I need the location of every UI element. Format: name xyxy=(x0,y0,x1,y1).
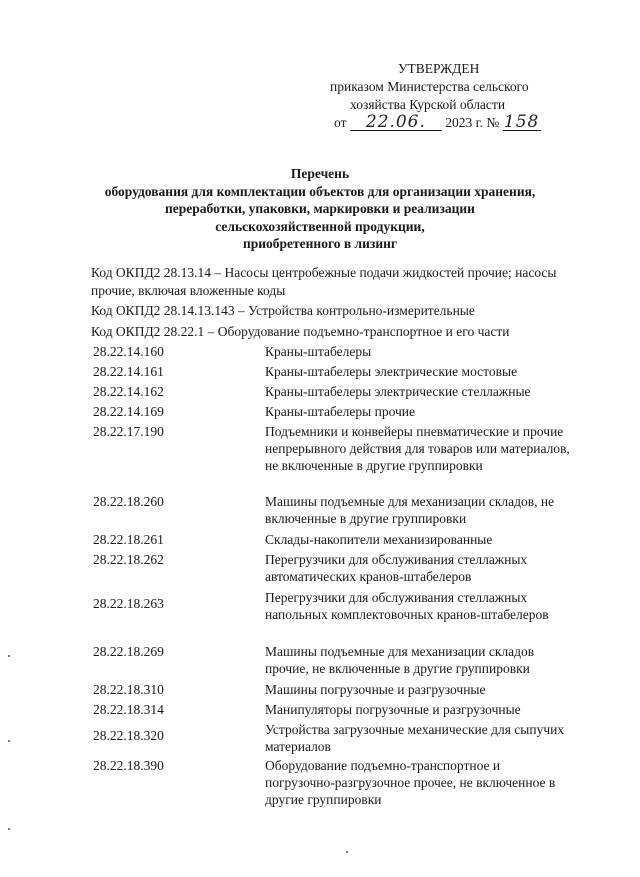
item-code: 28.22.18.263 xyxy=(93,596,164,611)
scan-speck xyxy=(8,655,10,657)
scan-speck xyxy=(346,851,348,853)
heading-line-5: приобретенного в лизинг xyxy=(242,236,398,251)
item-name: Устройства загрузочные механические для сыпучих материалов xyxy=(265,722,565,754)
item-code: 28.22.18.320 xyxy=(93,728,164,743)
item-name: Склады-накопители механизированные xyxy=(265,532,493,547)
item-name: Манипуляторы погрузочные и разгрузочные xyxy=(265,702,521,717)
item-code: 28.22.18.260 xyxy=(93,494,164,509)
year-and-number-label: 2023 г. № xyxy=(445,115,500,130)
item-code: 28.22.17.190 xyxy=(93,424,164,439)
item-code: 28.22.18.390 xyxy=(93,758,164,773)
item-code: 28.22.18.269 xyxy=(93,644,164,659)
approval-title: УТВЕРЖДЕН xyxy=(398,61,480,76)
okpd-code-pumps: Код ОКПД2 28.13.14 – Насосы центробежные подачи жидкостей прочие; насосы прочие, включая вложенные коды xyxy=(91,265,557,298)
item-name: Оборудование подъемно-транспортное и погрузочно-разгрузочное прочее, не включенное в другие группировки xyxy=(265,758,556,807)
item-name: Перегрузчики для обслуживания стеллажных автоматических кранов-штабелеров xyxy=(265,552,528,584)
handwritten-number xyxy=(503,112,541,132)
okpd-code-list xyxy=(91,264,591,343)
item-name: Краны-штабелеры прочие xyxy=(265,404,415,419)
item-code: 28.22.14.169 xyxy=(93,404,164,419)
item-name: Подъемники и конвейеры пневматические и прочие непрерывного действия для товаров или материалов, не включенные в другие группировки xyxy=(265,424,570,473)
item-name: Машины подъемные для механизации складов прочие, не включенные в другие группировки xyxy=(265,644,535,676)
handwritten-date xyxy=(350,112,442,132)
document-heading xyxy=(60,165,580,253)
item-code: 28.22.18.262 xyxy=(93,552,164,567)
approval-date-line xyxy=(334,114,541,132)
item-code: 28.22.18.261 xyxy=(93,532,164,547)
item-code: 28.22.18.314 xyxy=(93,702,164,717)
item-code: 28.22.18.310 xyxy=(93,682,164,697)
heading-line-1: Перечень xyxy=(290,166,350,181)
item-name: Перегрузчики для обслуживания стеллажных напольных комплектовочных кранов-штабелеров xyxy=(265,590,549,622)
item-name: Краны-штабелеры электрические стеллажные xyxy=(265,384,531,399)
heading-line-2: оборудования для комплектации объектов для организации хранения, xyxy=(104,183,536,199)
date-prefix: от xyxy=(334,115,347,130)
item-name: Машины погрузочные и разгрузочные xyxy=(265,682,486,697)
okpd-code-lifting: Код ОКПД2 28.22.1 – Оборудование подъемно-транспортное и его части xyxy=(91,323,510,339)
handwritten-date-text: 22.06. xyxy=(365,112,426,132)
scan-speck xyxy=(8,828,10,830)
heading-line-4: сельскохозяйственной продукции, xyxy=(215,218,425,234)
scan-speck xyxy=(8,740,10,742)
approval-line-2: хозяйства Курской области xyxy=(350,97,506,112)
item-code: 28.22.14.161 xyxy=(93,364,164,379)
item-code: 28.22.14.162 xyxy=(93,384,164,399)
approval-line-1: приказом Министерства сельского xyxy=(330,79,529,94)
item-name: Машины подъемные для механизации складов, не включенные в другие группировки xyxy=(265,494,555,526)
heading-line-3: переработки, упаковки, маркировки и реализации xyxy=(165,201,475,216)
okpd-code-instruments: Код ОКПД2 28.14.13.143 – Устройства контрольно-измерительные xyxy=(91,303,475,318)
item-name: Краны-штабелеры электрические мостовые xyxy=(265,364,518,379)
item-name: Краны-штабелеры xyxy=(265,344,372,359)
handwritten-number-text: 158 xyxy=(503,112,540,132)
item-code: 28.22.14.160 xyxy=(93,344,164,359)
